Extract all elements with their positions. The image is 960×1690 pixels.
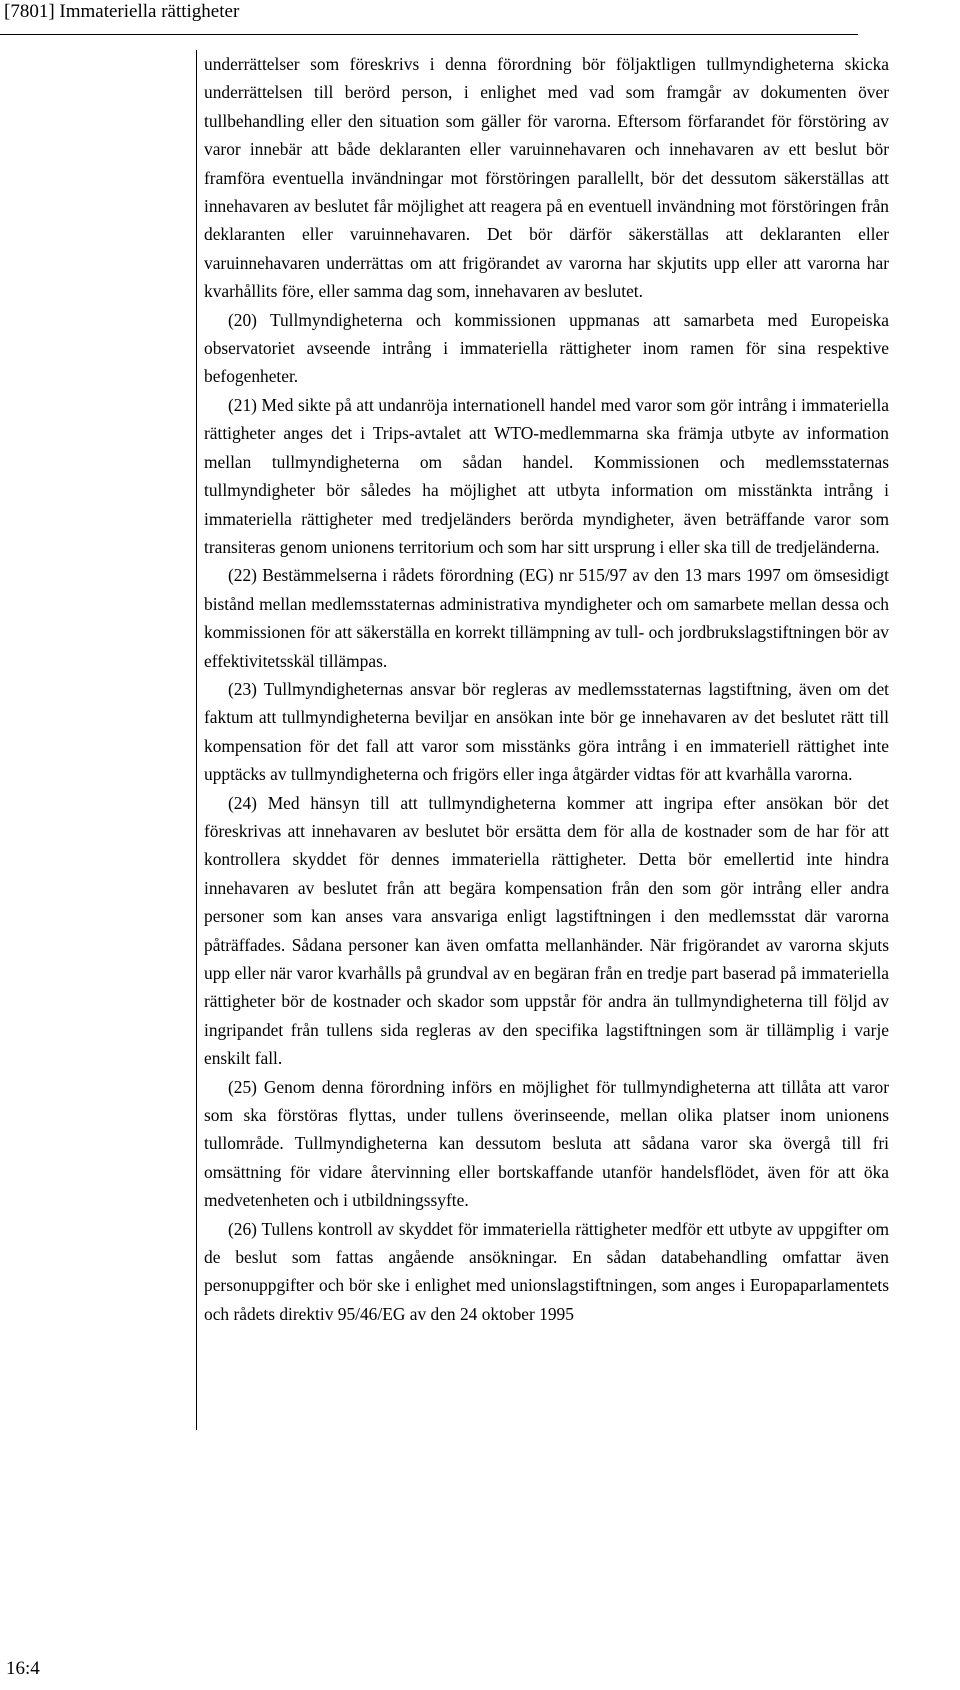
- header-rule: [0, 34, 858, 35]
- paragraph-20: (20) Tullmyndigheterna och kommissionen uppmanas att samarbeta med Europeiska observatoriet avseende intrång i immateriella rättigheter inom ramen för sina respektive befogenheter.: [204, 309, 889, 387]
- page-header-title: [7801] Immateriella rättigheter: [4, 1, 240, 22]
- paragraph-21: (21) Med sikte på att undanröja internationell handel med varor som gör intrång i immateriella rättigheter anges det i Trips-avtalet att WTO-medlemmarna ska främja utbyte av information mellan tullmyndigheterna om sådan handel. Kommissionen och medlemsstaternas tullmyndigheter bör således ha möjlighet att utbyta information om misstänkta intrång i immateriella rättigheter med tredjeländers berörda myndigheter, även beträffande varor som transiteras genom unionens territorium och som har sitt ursprung i eller ska till de tredjeländerna.: [204, 394, 889, 557]
- paragraph-22: (22) Bestämmelserna i rådets förordning (EG) nr 515/97 av den 13 mars 1997 om ömsesidigt bistånd mellan medlemsstaternas administrativa myndigheter och om samarbete mellan dessa och kommissionen för att säkerställa en korrekt tillämpning av tull- och jordbrukslagstiftningen bör av effektivitetsskäl tillämpas.: [204, 565, 889, 671]
- paragraph-24: (24) Med hänsyn till att tullmyndigheterna kommer att ingripa efter ansökan bör det föreskrivas att innehavaren av beslutet bör ersätta dem för alla de kostnader som de har för att kontrollera skyddet för dennes immateriella rättigheter. Detta bör emellertid inte hindra innehavaren av beslutet från att begära kompensation från den som gör intrång eller andra personer som kan anses vara ansvariga enligt lagstiftningen i den medlemsstat där varorna påträffades. Sådana personer kan även omfatta mellanhänder. När frigörandet av varorna skjuts upp eller när varor kvarhålls på grundval av en begäran från en tredje part baserad på immateriella rättigheter bör de kostnader och skador som uppstår för andra än tullmyndigheterna till följd av ingripandet från tullens sida regleras av den specifika lagstiftningen som är tillämplig i varje enskilt fall.: [204, 792, 889, 1069]
- page-footer-number: 16:4: [6, 1658, 40, 1679]
- document-body: [204, 50, 889, 1328]
- paragraph-23: (23) Tullmyndigheternas ansvar bör regleras av medlemsstaternas lagstiftning, även om det faktum att tullmyndigheterna beviljar en ansökan inte bör ge innehavaren av det beslutet rätt till kompensation för det fall att varor som misstänks göra intrång i en immateriell rättighet inte upptäcks av tullmyndigheterna och frigörs eller inga åtgärder vidtas för att kvarhålla varorna.: [204, 678, 889, 785]
- paragraph-19-continued: underrättelser som föreskrivs i denna förordning bör följaktligen tullmyndigheterna skicka underrättelsen till berörd person, i enlighet med vad som framgår av dokumenten över tullbehandling eller den situation som gäller för varorna. Eftersom förfarandet för förstöring av varor innebär att både deklaranten eller varuinnehavaren och innehavaren av ett beslut bör framföra eventuella invändningar mot förstöringen parallellt, bör det dessutom säkerställas att innehavaren av beslutet får möjlighet att reagera på en eventuell invändning mot förstöringen från deklaranten eller varuinnehavaren. Det bör därför säkerställas att deklaranten eller varuinnehavaren underrättas om att frigörandet av varorna har skjutits upp eller att varorna har kvarhållits före, eller samma dag som, innehavaren av beslutet.: [204, 54, 889, 302]
- change-margin-bar: [196, 50, 197, 1430]
- paragraph-26: (26) Tullens kontroll av skyddet för immateriella rättigheter medför ett utbyte av uppgifter om de beslut som fattas angående ansökningar. En sådan databehandling omfattar även personuppgifter och bör ske i enlighet med unionslagstiftningen, som anges i Europaparlamentets och rådets direktiv 95/46/EG av den 24 oktober 1995: [204, 1218, 889, 1324]
- paragraph-25: (25) Genom denna förordning införs en möjlighet för tullmyndigheterna att tillåta att varor som ska förstöras flyttas, under tullens överinseende, mellan olika platser inom unionens tullområde. Tullmyndigheterna kan dessutom besluta att sådana varor ska övergå till fri omsättning för vidare återvinning eller bortskaffande utanför handelsflödet, även för att öka medvetenheten och i utbildningssyfte.: [204, 1076, 889, 1211]
